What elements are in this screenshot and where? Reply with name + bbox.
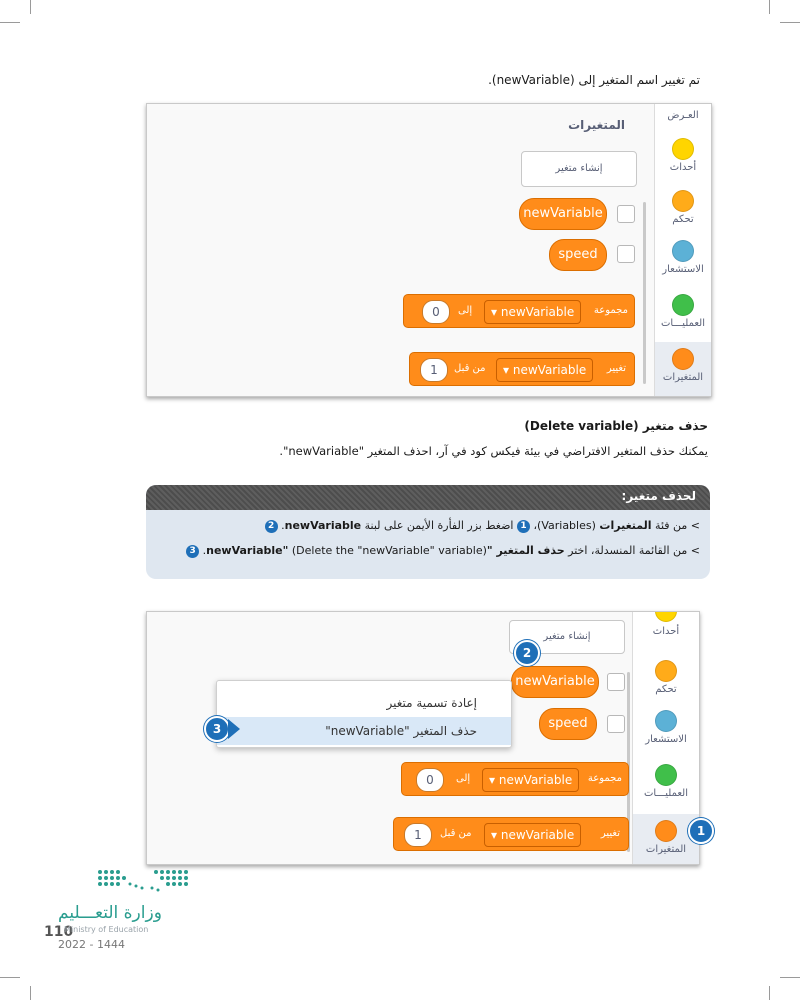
create-variable-button[interactable]: إنشاء متغير	[509, 620, 625, 654]
category-looks[interactable]: العـرض	[667, 110, 699, 121]
chevron-down-icon: ▾	[503, 363, 510, 377]
variables-palette-screenshot	[146, 103, 712, 397]
step-2-badge: 2	[265, 520, 278, 533]
newvariable-reporter[interactable]: newVariable	[519, 198, 607, 230]
instruction-box-title: لحذف متغير:	[621, 489, 696, 503]
instruction-box	[146, 485, 710, 579]
callout-3-arrow	[228, 719, 240, 739]
category-operators[interactable]: العمليـــات	[655, 294, 711, 329]
speed-reporter[interactable]: speed	[549, 239, 607, 271]
step-1-badge: 1	[517, 520, 530, 533]
newvariable-reporter[interactable]: newVariable	[511, 666, 599, 698]
set-to-label: إلى	[458, 305, 473, 316]
set-value-input[interactable]: 0	[416, 768, 444, 792]
category-operators[interactable]: العمليـــات	[633, 764, 699, 799]
change-variable-block[interactable]	[409, 352, 635, 386]
crop-mark	[30, 986, 31, 1000]
category-events[interactable]: أحداث	[652, 626, 680, 637]
category-events[interactable]: أحداث	[655, 138, 711, 173]
change-by-label: من قبل	[440, 828, 472, 839]
callout-step-1: 1	[688, 818, 714, 844]
crop-mark	[780, 977, 800, 978]
change-value-input[interactable]: 1	[404, 823, 432, 847]
set-block-label: مجموعة	[587, 773, 622, 784]
section-heading: حذف متغير (Delete variable)	[524, 419, 708, 433]
set-variable-block[interactable]	[401, 762, 629, 796]
category-variables[interactable]: المتغيرات	[655, 342, 711, 396]
ministry-name-english: Ministry of Education	[64, 925, 149, 934]
create-variable-button[interactable]: إنشاء متغير	[521, 151, 637, 187]
change-variable-dropdown[interactable]: ▾ newVariable	[484, 823, 581, 847]
instruction-line-2: > من القائمة المنسدلة، اختر حذف المتغير "newVariable" (Delete the "newVariable" variable). 3	[186, 544, 700, 558]
crop-mark	[30, 0, 31, 14]
chevron-down-icon: ▾	[491, 305, 498, 319]
instruction-line-1: > من فئة المتغيرات (Variables)، 1 اضغط بزر الفأرة الأيمن على لبنة newVariable. 2	[265, 519, 700, 533]
footer-year: 2022 - 1444	[58, 938, 125, 951]
speed-checkbox[interactable]	[607, 715, 625, 733]
category-sensing[interactable]: الاستشعار	[633, 710, 699, 745]
category-variables[interactable]: المتغيرات	[633, 814, 699, 864]
change-value-input[interactable]: 1	[420, 358, 448, 382]
palette-title: المتغيرات	[568, 118, 625, 132]
palette-scrollbar[interactable]	[643, 202, 646, 384]
variable-context-menu	[216, 680, 512, 748]
change-block-label: تغيير	[606, 363, 626, 374]
variables-color-dot	[672, 348, 694, 370]
callout-step-2: 2	[514, 640, 540, 666]
step-3-badge: 3	[186, 545, 199, 558]
category-control[interactable]: تحكم	[633, 660, 699, 695]
speed-reporter[interactable]: speed	[539, 708, 597, 740]
crop-mark	[780, 22, 800, 23]
section-text: يمكنك حذف المتغير الافتراضي في بيئة فيكس كود في آر، احذف المتغير "newVariable".	[279, 444, 708, 458]
events-color-dot	[672, 138, 694, 160]
page-number: 110	[44, 924, 74, 940]
operators-color-dot	[672, 294, 694, 316]
ministry-logo-dots	[96, 868, 194, 894]
category-column	[654, 104, 711, 396]
intro-sentence: تم تغيير اسم المتغير إلى (newVariable).	[488, 73, 700, 87]
newvariable-checkbox[interactable]	[607, 673, 625, 691]
newvariable-checkbox[interactable]	[617, 205, 635, 223]
speed-checkbox[interactable]	[617, 245, 635, 263]
set-to-label: إلى	[456, 773, 471, 784]
crop-mark	[769, 0, 770, 14]
change-variable-dropdown[interactable]: ▾ newVariable	[496, 358, 593, 382]
change-block-label: تغيير	[600, 828, 620, 839]
control-color-dot	[672, 190, 694, 212]
sensing-color-dot	[655, 710, 677, 732]
set-value-input[interactable]: 0	[422, 300, 450, 324]
chevron-down-icon: ▾	[491, 828, 498, 842]
chevron-down-icon: ▾	[489, 773, 496, 787]
crop-mark	[0, 977, 20, 978]
crop-mark	[769, 986, 770, 1000]
callout-step-3: 3	[204, 716, 230, 742]
crop-mark	[0, 22, 20, 23]
menu-item-delete-variable[interactable]: حذف المتغير "newVariable"	[217, 717, 511, 745]
set-variable-dropdown[interactable]: ▾ newVariable	[482, 768, 579, 792]
category-sensing[interactable]: الاستشعار	[655, 240, 711, 275]
ministry-name-arabic: وزارة التعـــليم	[58, 903, 162, 923]
sensing-color-dot	[672, 240, 694, 262]
instruction-box-header	[146, 485, 710, 510]
category-control[interactable]: تحكم	[655, 190, 711, 225]
operators-color-dot	[655, 764, 677, 786]
set-variable-dropdown[interactable]: ▾ newVariable	[484, 300, 581, 324]
menu-item-rename-variable[interactable]: إعادة تسمية متغير	[386, 696, 477, 710]
set-variable-block[interactable]	[403, 294, 635, 328]
set-block-label: مجموعة	[593, 305, 628, 316]
events-color-dot-partial	[655, 611, 677, 622]
control-color-dot	[655, 660, 677, 682]
change-variable-block[interactable]	[393, 817, 629, 851]
change-by-label: من قبل	[454, 363, 486, 374]
variables-color-dot	[655, 820, 677, 842]
